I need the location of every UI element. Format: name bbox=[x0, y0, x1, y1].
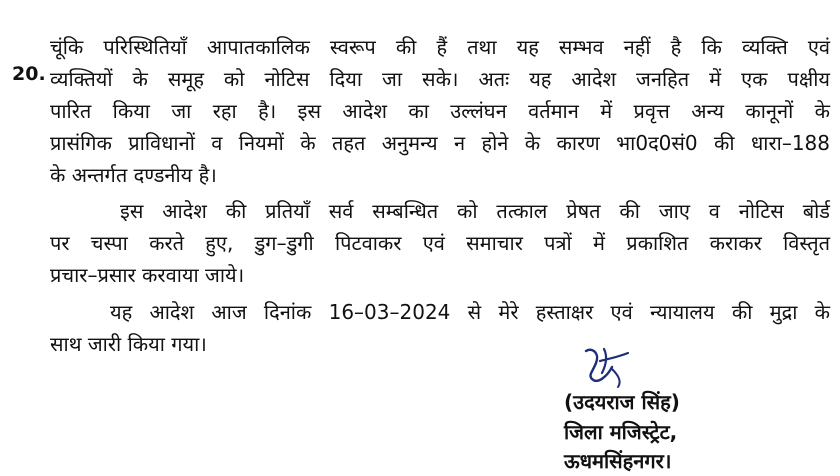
paragraph-number: 20. bbox=[12, 63, 46, 85]
para1-line-4: प्रासंगिक प्राविधानों व नियमों के तहत अनुमन्य न होने के कारण भा0द0सं0 की धारा–188 bbox=[50, 131, 830, 155]
para3-line-2: साथ जारी किया गया। bbox=[50, 332, 207, 356]
para3-line-1: यह आदेश आज दिनांक 16–03–2024 से मेरे हस्ताक्षर एवं न्यायालय की मुद्रा के bbox=[110, 300, 830, 324]
para1-line-3: पारित किया जा रहा है। इस आदेश का उल्लंघन वर्तमान में प्रवृत्त अन्य कानूनों के bbox=[50, 99, 830, 123]
para2-line-1: इस आदेश की प्रतियॉं सर्व सम्बन्धित को तत्काल प्रेषत की जाए व नोटिस बोर्ड bbox=[120, 199, 830, 223]
para2-line-3: प्रचार–प्रसार करवाया जाये। bbox=[50, 263, 245, 287]
para1-line-5: के अन्तर्गत दण्डनीय है। bbox=[50, 163, 217, 187]
handwritten-signature bbox=[578, 345, 638, 389]
signatory-district: ऊधमसिंहनगर। bbox=[564, 449, 672, 473]
para1-line-1: चूंकि परिस्थितियॉं आपातकालिक स्वरूप की हैं तथा यह सम्भव नहीं है कि व्यक्ति एवं bbox=[50, 35, 830, 59]
signatory-name: (उदयराज सिंह) bbox=[564, 390, 680, 414]
signatory-designation: जिला मजिस्ट्रेट, bbox=[564, 420, 678, 444]
para2-line-2: पर चस्पा करते हुए, डुग–डुगी पिटवाकर एवं समाचार पत्रों में प्रकाशित कराकर विस्तृत bbox=[50, 231, 830, 255]
para1-line-2: व्यक्तियों के समूह को नोटिस दिया जा सके। अतः यह आदेश जनहित में एक पक्षीय bbox=[50, 67, 830, 91]
signature-block bbox=[560, 345, 830, 472]
